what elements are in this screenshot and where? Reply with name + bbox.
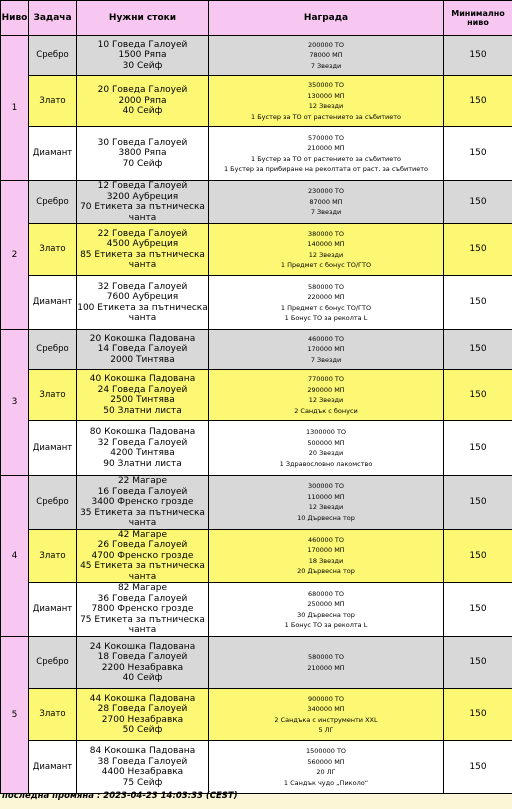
reward-cell [209, 421, 444, 476]
goods-line: 90 Златни листа [103, 458, 182, 469]
reward-cell [209, 583, 444, 637]
goods-line: 18 Говеда Галоуей [97, 652, 188, 662]
reward-line: 580000 ТО [308, 653, 344, 661]
goods-line: 2000 Ряпа [118, 95, 167, 106]
task-cell: Злато [29, 370, 77, 421]
reward-line: 1 Предмет с бонус ТО/ГТО [280, 261, 372, 269]
reward-cell [209, 181, 444, 224]
table-row [1, 689, 512, 741]
reward-line: 130000 МП [307, 91, 345, 100]
table-row [1, 370, 512, 421]
reward-line: 140000 МП [307, 240, 345, 248]
task-cell: Сребро [29, 637, 77, 689]
goods-line: 3200 Аубреция [106, 191, 179, 202]
goods-line: 75 Сейф [122, 777, 163, 788]
goods-line: 24 Кокошка Падована [89, 641, 196, 652]
goods-line: 100 Етикета за пътническа чанта [77, 302, 208, 323]
goods-line: 44 Кокошка Падована [89, 693, 196, 704]
goods-cell [77, 421, 209, 476]
min-level-cell: 150 [444, 370, 512, 421]
task-cell: Диамант [29, 421, 77, 476]
goods-line: 2000 Тинтява [110, 354, 175, 365]
reward-line: 900000 ТО [308, 694, 344, 703]
goods-line: 40 Сейф [122, 673, 163, 683]
reward-cell [209, 276, 444, 330]
table-row [1, 127, 512, 181]
goods-line: 22 Говеда Галоуей [97, 228, 188, 239]
reward-line: 380000 ТО [308, 229, 344, 238]
goods-cell [77, 370, 209, 421]
min-level-cell: 150 [444, 224, 512, 276]
table-body [1, 36, 512, 794]
goods-line: 26 Говеда Галоуей [97, 540, 188, 550]
reward-line: 12 Звезди [308, 250, 344, 259]
task-cell: Диамант [29, 127, 77, 181]
min-level-cell: 150 [444, 421, 512, 476]
goods-line: 38 Говеда Галоуей [97, 756, 188, 767]
goods-line: 80 Кокошка Падована [89, 427, 196, 437]
reward-line: 170000 МП [307, 345, 345, 354]
level-cell: 4 [1, 476, 29, 637]
reward-line: 300000 ТО [308, 482, 344, 491]
goods-line: 45 Етикета за пътническа чанта [80, 561, 205, 582]
task-cell: Диамант [29, 741, 77, 794]
reward-cell [209, 689, 444, 741]
reward-line: 340000 МП [307, 705, 345, 713]
goods-line: 4200 Тинтява [110, 448, 175, 458]
reward-line: 5 ЛГ [318, 726, 334, 734]
reward-cell [209, 127, 444, 181]
min-level-cell: 150 [444, 529, 512, 583]
reward-cell [209, 76, 444, 127]
table-row [1, 741, 512, 794]
min-level-cell: 150 [444, 741, 512, 794]
reward-line: 1 Бонус ТО за реколта L [284, 621, 368, 629]
reward-line: 1 Здравословно лакомство [279, 459, 373, 468]
reward-line: 12 Звезди [308, 102, 344, 110]
reward-line: 7 Звезди [310, 208, 342, 217]
goods-line: 2500 Тинтява [110, 395, 175, 405]
min-level-cell: 150 [444, 583, 512, 637]
reward-cell [209, 330, 444, 370]
task-cell: Диамант [29, 583, 77, 637]
level-cell: 2 [1, 181, 29, 330]
reward-line: 350000 ТО [308, 81, 344, 89]
reward-line: 680000 ТО [308, 589, 344, 598]
goods-line: 4400 Незабравка [101, 767, 184, 777]
header-goods: Нужни стоки [77, 1, 209, 36]
goods-line: 85 Етикета за пътническа чанта [80, 249, 205, 270]
reward-line: 460000 ТО [308, 535, 344, 544]
task-cell: Злато [29, 224, 77, 276]
goods-cell [77, 181, 209, 224]
reward-line: 20 Звезди [308, 449, 344, 457]
goods-line: 1500 Ряпа [118, 50, 167, 61]
table-row [1, 637, 512, 689]
goods-line: 42 Магаре [117, 529, 168, 540]
header-task: Задача [29, 1, 77, 36]
reward-line: 110000 МП [307, 492, 345, 501]
reward-line: 2 Сандъка с инструменти XXL [274, 715, 378, 724]
table-row [1, 583, 512, 637]
goods-line: 20 Говеда Галоуей [97, 85, 188, 96]
header-min-level: Минимално ниво [444, 1, 512, 36]
task-cell: Злато [29, 529, 77, 583]
table-row [1, 476, 512, 530]
task-cell: Сребро [29, 181, 77, 224]
goods-line: 4500 Аубреция [106, 239, 179, 249]
min-level-cell: 150 [444, 76, 512, 127]
level-cell: 3 [1, 330, 29, 476]
goods-line: 75 Етикета за пътническа чанта [80, 614, 205, 636]
goods-line: 24 Говеда Галоуей [97, 384, 188, 395]
goods-cell [77, 276, 209, 330]
goods-cell [77, 36, 209, 76]
min-level-cell: 150 [444, 36, 512, 76]
goods-cell [77, 689, 209, 741]
reward-line: 20 ЛГ [316, 768, 336, 776]
reward-line: 250000 МП [307, 600, 345, 608]
level-cell: 1 [1, 36, 29, 181]
reward-line: 12 Звезди [308, 396, 344, 404]
reward-line: 560000 МП [307, 757, 345, 766]
table-row [1, 276, 512, 330]
reward-line: 220000 МП [307, 293, 345, 301]
goods-cell [77, 76, 209, 127]
reward-cell [209, 529, 444, 583]
reward-line: 12 Звезди [308, 503, 344, 512]
goods-cell [77, 330, 209, 370]
header-reward: Награда [209, 1, 444, 36]
reward-cell [209, 224, 444, 276]
goods-cell [77, 583, 209, 637]
goods-line: 40 Сейф [122, 106, 163, 117]
table-row [1, 421, 512, 476]
goods-line: 12 Говеда Галоуей [97, 181, 188, 191]
goods-line: 50 Златни листа [103, 405, 182, 416]
reward-line: 230000 ТО [308, 187, 344, 196]
task-cell: Диамант [29, 276, 77, 330]
reward-line: 1 Бустер за ТО от растението за събитието [251, 112, 401, 121]
reward-line: 460000 ТО [308, 334, 344, 343]
reward-line: 1 Бонус ТО за реколта L [284, 314, 368, 322]
goods-line: 70 Сейф [122, 158, 163, 169]
goods-line: 7800 Френско грозде [91, 604, 194, 615]
goods-cell [77, 224, 209, 276]
min-level-cell: 150 [444, 637, 512, 689]
goods-cell [77, 637, 209, 689]
task-cell: Злато [29, 76, 77, 127]
goods-line: 28 Говеда Галоуей [97, 704, 188, 714]
goods-line: 22 Магаре [117, 476, 168, 486]
reward-line: 1 Сандък чудо „Пиколо“ [283, 778, 369, 787]
goods-cell [77, 476, 209, 530]
goods-line: 16 Говеда Галоуей [97, 486, 188, 497]
reward-line: 580000 ТО [308, 282, 344, 291]
table-row [1, 181, 512, 224]
goods-line: 2200 Незабравка [101, 662, 184, 673]
task-cell: Злато [29, 689, 77, 741]
min-level-cell: 150 [444, 181, 512, 224]
goods-line: 7600 Аубреция [106, 292, 179, 302]
goods-line: 30 Сейф [122, 60, 163, 71]
goods-line: 35 Етикета за пътническа чанта [80, 507, 205, 528]
min-level-cell: 150 [444, 127, 512, 181]
goods-line: 2700 Незабравка [101, 714, 184, 725]
goods-line: 40 Кокошка Падована [89, 374, 196, 384]
reward-line: 1300000 ТО [305, 428, 347, 436]
table-row [1, 529, 512, 583]
table-row [1, 76, 512, 127]
min-level-cell: 150 [444, 330, 512, 370]
goods-line: 82 Магаре [117, 583, 168, 594]
goods-line: 36 Говеда Галоуей [97, 593, 188, 604]
goods-line: 32 Говеда Галоуей [97, 437, 188, 448]
goods-cell [77, 529, 209, 583]
goods-line: 50 Сейф [122, 725, 163, 735]
task-cell: Сребро [29, 330, 77, 370]
reward-line: 500000 МП [307, 438, 345, 447]
goods-line: 70 Етикета за пътническа чанта [80, 202, 205, 223]
task-cell: Сребро [29, 476, 77, 530]
reward-cell [209, 741, 444, 794]
min-level-cell: 150 [444, 689, 512, 741]
level-cell: 5 [1, 637, 29, 794]
reward-line: 210000 МП [307, 663, 345, 672]
table-row [1, 224, 512, 276]
header-row [1, 1, 512, 36]
reward-cell [209, 476, 444, 530]
min-level-cell: 150 [444, 276, 512, 330]
reward-line: 87000 МП [309, 197, 343, 206]
goods-line: 10 Говеда Галоуей [97, 39, 188, 50]
reward-cell [209, 370, 444, 421]
goods-line: 14 Говеда Галоуей [97, 344, 188, 355]
reward-line: 290000 МП [307, 385, 345, 394]
reward-line: 200000 ТО [308, 40, 344, 49]
reward-line: 210000 МП [307, 144, 345, 152]
reward-line: 1 Предмет с бонус ТО/ГТО [280, 303, 372, 312]
reward-line: 570000 ТО [308, 133, 344, 142]
header-level: Ниво [1, 1, 29, 36]
goods-cell [77, 127, 209, 181]
goods-line: 4700 Френско грозде [91, 550, 194, 561]
min-level-cell: 150 [444, 476, 512, 530]
reward-line: 2 Сандък с бонуси [294, 406, 358, 415]
reward-line: 1 Бустер за ТО от растението за събитието [251, 154, 401, 163]
reward-line: 30 Дървесна тор [297, 610, 355, 619]
reward-cell [209, 36, 444, 76]
reward-line: 7 Звезди [310, 61, 342, 70]
goods-line: 3800 Ряпа [118, 148, 167, 159]
table-row [1, 36, 512, 76]
goods-line: 84 Кокошка Падована [89, 746, 196, 756]
goods-cell [77, 741, 209, 794]
table-row [1, 330, 512, 370]
reward-cell [209, 637, 444, 689]
goods-line: 3400 Френско грозде [91, 497, 194, 507]
reward-line: 1500000 ТО [305, 747, 347, 755]
reward-line: 10 Дървесна тор [297, 513, 355, 522]
goods-line: 30 Говеда Галоуей [97, 137, 188, 148]
reward-line: 170000 МП [307, 546, 345, 555]
goods-line: 20 Кокошка Падована [89, 333, 196, 344]
reward-line: 770000 ТО [308, 375, 344, 383]
last-modified-footer: последна промяна : 2023-04-23 14:03:33 (CEST) [2, 791, 238, 801]
reward-line: 78000 МП [309, 51, 343, 60]
reward-line: 20 Дървесна тор [297, 567, 355, 576]
reward-line: 1 Бустер за прибиране на реколтата от раст. за събитието [223, 165, 429, 173]
reward-line: 18 Звезди [308, 556, 344, 565]
task-cell: Сребро [29, 36, 77, 76]
reward-line: 7 Звезди [310, 355, 342, 364]
goods-line: 32 Говеда Галоуей [97, 281, 188, 292]
